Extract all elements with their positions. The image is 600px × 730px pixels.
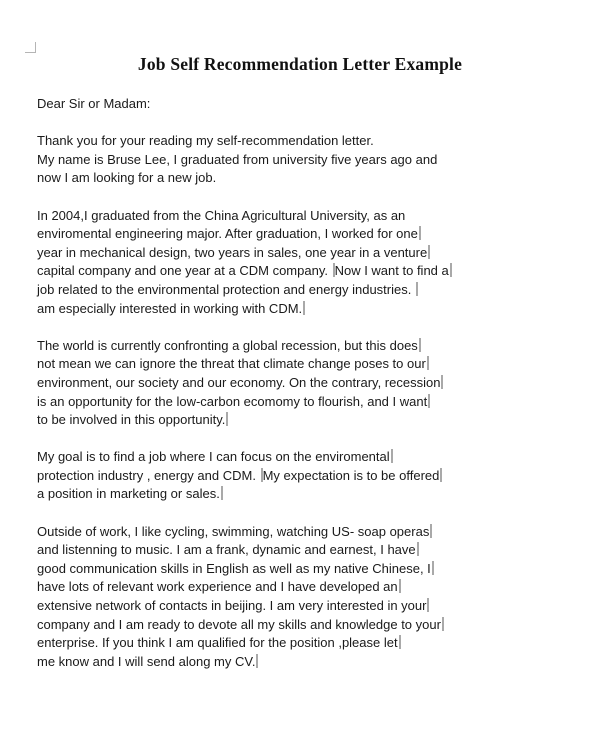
letter-line: [37, 337, 457, 356]
edit-marker: [226, 412, 228, 426]
edit-marker: [440, 468, 442, 482]
line-text: not mean we can ignore the threat that climate change poses to our: [37, 356, 426, 372]
letter-line: [37, 523, 457, 542]
letter-line: [37, 597, 457, 616]
text-boundary-corner-mark: [25, 42, 36, 53]
edit-marker: [256, 654, 258, 668]
line-text: to be involved in this opportunity.: [37, 412, 226, 428]
edit-marker: [417, 542, 419, 556]
line-text: Thank you for your reading my self-recommendation letter.: [37, 133, 374, 149]
letter-line: [37, 578, 457, 597]
line-text: environment, our society and our economy. On the contrary, recession: [37, 374, 441, 390]
edit-marker: [419, 226, 421, 240]
line-text: protection industry , energy and CDM.: [37, 467, 260, 483]
paragraph-gap: [37, 430, 457, 449]
letter-line: [37, 262, 457, 281]
line-text: job related to the environmental protection and energy industries.: [37, 281, 415, 297]
edit-marker: [416, 282, 418, 296]
letter-line: [37, 616, 457, 635]
letter-line: [37, 411, 457, 430]
paragraph-gap: [37, 318, 457, 337]
edit-marker: [427, 598, 429, 612]
letter-line: [37, 448, 457, 467]
letter-line: [37, 374, 457, 393]
edit-marker: [419, 338, 421, 352]
salutation: Dear Sir or Madam:: [37, 96, 151, 111]
letter-line: [37, 281, 457, 300]
line-text: now I am looking for a new job.: [37, 170, 217, 186]
line-text: Outside of work, I like cycling, swimming, watching US- soap operas: [37, 523, 430, 539]
line-text: enviromental engineering major. After graduation, I worked for one: [37, 226, 418, 242]
line-text: extensive network of contacts in beijing. I am very interested in your: [37, 598, 427, 614]
paragraph-gap: [37, 188, 457, 207]
line-text: good communication skills in English as well as my native Chinese, I: [37, 560, 431, 576]
edit-marker: [428, 245, 430, 259]
letter-line: [37, 355, 457, 374]
letter-line: [37, 653, 457, 672]
letter-title: Job Self Recommendation Letter Example: [137, 54, 463, 74]
edit-marker: [399, 635, 401, 649]
edit-marker: [428, 394, 430, 408]
line-text: and listenning to music. I am a frank, dynamic and earnest, I have: [37, 542, 416, 558]
line-text: am especially interested in working with CDM.: [37, 300, 303, 316]
letter-line: [37, 541, 457, 560]
letter-line: [37, 393, 457, 412]
edit-marker: [450, 263, 452, 277]
line-text: enterprise. If you think I am qualified for the position ,please let: [37, 635, 398, 651]
line-text: company and I am ready to devote all my skills and knowledge to your: [37, 616, 441, 632]
line-text-continued: My expectation is to be offered: [262, 467, 440, 483]
line-text: a position in marketing or sales.: [37, 486, 220, 502]
edit-marker: [441, 375, 443, 389]
edit-marker: [391, 449, 393, 463]
edit-marker: [399, 579, 401, 593]
edit-marker: [430, 524, 432, 538]
line-text: In 2004,I graduated from the China Agricultural University, as an: [37, 207, 406, 223]
letter-line: [37, 634, 457, 653]
paragraph-gap: [37, 504, 457, 523]
line-text: is an opportunity for the low-carbon ecomomy to flourish, and I want: [37, 393, 428, 409]
letter-line: [37, 169, 457, 188]
letter-line: [37, 132, 457, 151]
line-text-continued: Now I want to find a: [334, 263, 449, 279]
letter-line: [37, 207, 457, 226]
edit-marker: [432, 561, 434, 575]
letter-line: [37, 300, 457, 319]
letter-line: [37, 560, 457, 579]
letter-line: [37, 244, 457, 263]
line-text: My name is Bruse Lee, I graduated from university five years ago and: [37, 151, 438, 167]
paragraph-gap: [37, 114, 457, 133]
edit-marker: [221, 486, 223, 500]
edit-marker: [303, 301, 305, 315]
letter-body: [37, 95, 457, 671]
line-text: capital company and one year at a CDM company.: [37, 263, 332, 279]
line-text: me know and I will send along my CV.: [37, 653, 256, 669]
line-text: My goal is to find a job where I can focus on the enviromental: [37, 449, 390, 465]
letter-line: [37, 225, 457, 244]
line-text: year in mechanical design, two years in sales, one year in a venture: [37, 244, 428, 260]
letter-line: [37, 485, 457, 504]
line-text: have lots of relevant work experience and I have developed an: [37, 579, 398, 595]
letter-line: [37, 151, 457, 170]
edit-marker: [427, 356, 429, 370]
line-text: The world is currently confronting a global recession, but this does: [37, 337, 418, 353]
edit-marker: [442, 617, 444, 631]
letter-line: [37, 467, 457, 486]
